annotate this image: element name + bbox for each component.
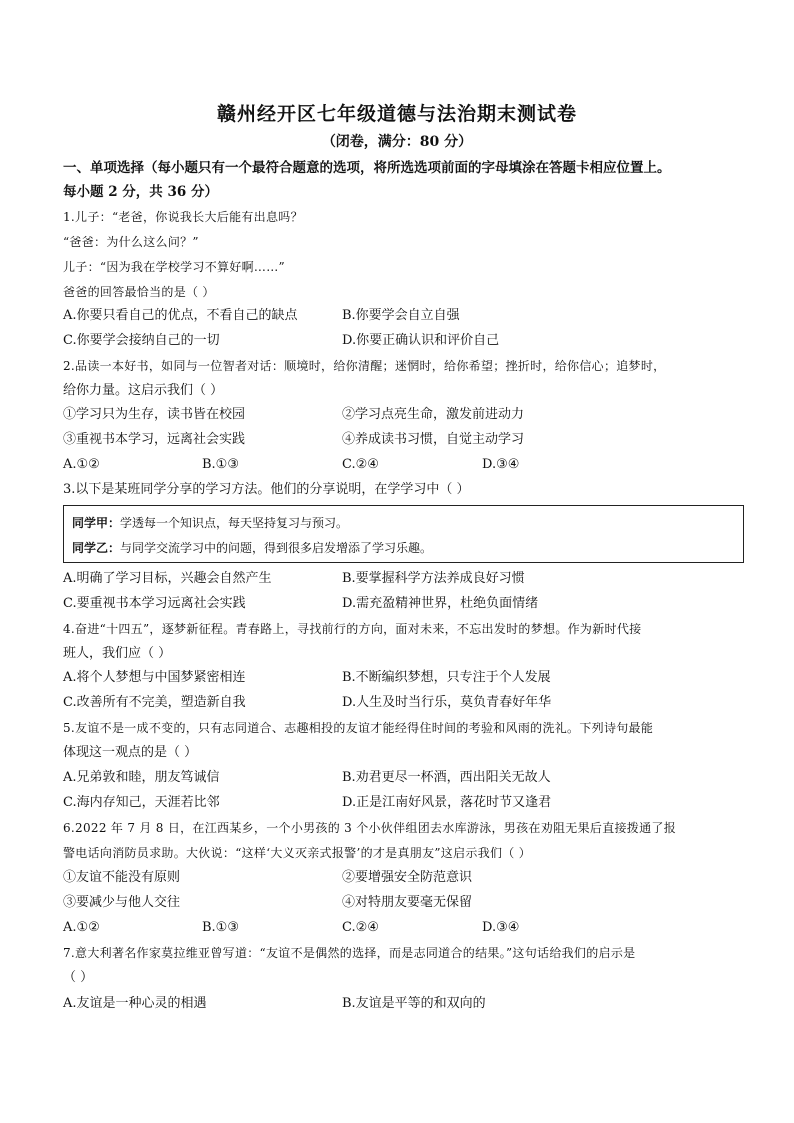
q7-stem-line-2: （ ） (63, 970, 94, 985)
q2-option-b: B.①③ (202, 457, 239, 472)
q5-stem-line-2: 体现这一观点的是（ ） (63, 745, 198, 760)
q6-stem-line-2: 警电话向消防员求助。大伙说：“这样‘大义灭亲式报警’的才是真朋友”这启示我们（ ） (63, 846, 532, 860)
section-heading-line-1: 一、单项选择（每小题只有一个最符合题意的选项，将所选选项前面的字母填涂在答题卡相应位置上。 (63, 160, 671, 176)
q6-option-a: A.①② (63, 920, 100, 935)
exam-subtitle: （闭卷，满分：80 分） (321, 134, 473, 150)
q1-stem-line-2: “爸爸：为什么这么问？” (63, 235, 199, 249)
q1-stem-line-3: 儿子：“因为我在学校学习不算好啊……” (63, 260, 285, 274)
q3-option-b: B.要掌握科学方法养成良好习惯 (342, 571, 525, 586)
q2-statement-2: ②学习点亮生命，激发前进动力 (342, 407, 525, 422)
q4-option-b: B.不断编织梦想，只专注于个人发展 (342, 670, 551, 685)
q6-statement-4: ④对特朋友要毫无保留 (342, 895, 473, 910)
q4-option-c: C.改善所有不完美，塑造新自我 (63, 695, 246, 710)
q6-stem-line-1: 6.2022 年 7 月 8 日，在江西某乡，一个小男孩的 3 个小伙伴组团去水库游泳，男孩在劝阻无果后直接拨通了报 (63, 821, 676, 835)
q3-quote-2: 与同学交流学习中的问题，得到很多启发增添了学习乐趣。 (120, 541, 433, 555)
q6-option-c: C.②④ (342, 920, 379, 935)
q3-option-a: A.明确了学习目标，兴趣会自然产生 (63, 571, 272, 586)
q1-option-c: C.你要学会接纳自己的一切 (63, 333, 220, 348)
q2-statement-3: ③重视书本学习，远离社会实践 (63, 432, 246, 447)
q7-stem-line-1: 7.意大利著名作家莫拉维亚曾写道：“友谊不是偶然的选择，而是志同道合的结果。”这句话给我们的启示是 (63, 946, 636, 960)
q2-option-d: D.③④ (482, 457, 520, 472)
q6-statement-3: ③要减少与他人交往 (63, 895, 181, 910)
q5-option-a: A.兄弟敦和睦，朋友笃诚信 (63, 770, 220, 785)
q2-statement-1: ①学习只为生存，读书皆在校园 (63, 407, 246, 422)
q7-option-a: A.友谊是一种心灵的相遇 (63, 996, 207, 1011)
q4-stem-line-2: 班人，我们应（ ） (63, 646, 172, 661)
q1-stem-line-4: 爸爸的回答最恰当的是（ ） (63, 285, 215, 299)
q6-option-d: D.③④ (482, 920, 520, 935)
q2-option-c: C.②④ (342, 457, 379, 472)
q3-quote-line-1 (72, 514, 348, 532)
q1-option-b: B.你要学会自立自强 (342, 308, 460, 323)
q6-statement-2: ②要增强安全防范意识 (342, 870, 473, 885)
q1-option-d: D.你要正确认识和评价自己 (342, 333, 500, 348)
q5-option-b: B.劝君更尽一杯酒，西出阳关无故人 (342, 770, 551, 785)
section-heading-line-2: 每小题 2 分，共 36 分） (63, 184, 218, 200)
q6-option-b: B.①③ (202, 920, 239, 935)
q2-option-a: A.①② (63, 457, 100, 472)
q5-stem-line-1: 5.友谊不是一成不变的，只有志同道合、志趣相投的友谊才能经得住时间的考验和风雨的洗礼。下列诗句最能 (63, 721, 654, 735)
q3-stem: 3.以下是某班同学分享的学习方法。他们的分享说明，在学学习中（ ） (63, 482, 470, 497)
q3-quote-line-2 (72, 539, 432, 557)
q4-option-a: A.将个人梦想与中国梦紧密相连 (63, 670, 246, 685)
q3-quote-box (63, 505, 744, 563)
q2-stem-line-1: 2.品读一本好书，如同与一位智者对话：顺境时，给你清醒；迷惘时，给你希望；挫折时，给你信心；追梦时， (63, 359, 666, 373)
q3-speaker-2: 同学乙： (72, 541, 121, 555)
q6-statement-1: ①友谊不能没有原则 (63, 870, 181, 885)
q2-stem-line-2: 给你力量。这启示我们（ ） (63, 383, 224, 398)
q1-stem-line-1: 1.儿子：“老爸，你说我长大后能有出息吗？ (63, 210, 303, 224)
q5-option-d: D.正是江南好风景，落花时节又逢君 (342, 795, 552, 810)
q3-quote-1: 学透每一个知识点，每天坚持复习与预习。 (120, 516, 349, 530)
exam-title: 赣州经开区七年级道德与法治期末测试卷 (216, 103, 577, 125)
q4-option-d: D.人生及时当行乐，莫负青春好年华 (342, 695, 552, 710)
q4-stem-line-1: 4.奋进“十四五”，逐梦新征程。青春路上，寻找前行的方向，面对未来，不忘出发时的梦想。作为新时代接 (63, 622, 642, 636)
q5-option-c: C.海内存知己，天涯若比邻 (63, 795, 220, 810)
q2-statement-4: ④养成读书习惯，自觉主动学习 (342, 432, 525, 447)
q3-option-c: C.要重视书本学习远离社会实践 (63, 596, 246, 611)
q1-option-a: A.你要只看自己的优点，不看自己的缺点 (63, 308, 298, 323)
q7-option-b: B.友谊是平等的和双向的 (342, 996, 486, 1011)
q3-option-d: D.需充盈精神世界，杜绝负面情绪 (342, 596, 539, 611)
q3-speaker-1: 同学甲： (72, 516, 121, 530)
